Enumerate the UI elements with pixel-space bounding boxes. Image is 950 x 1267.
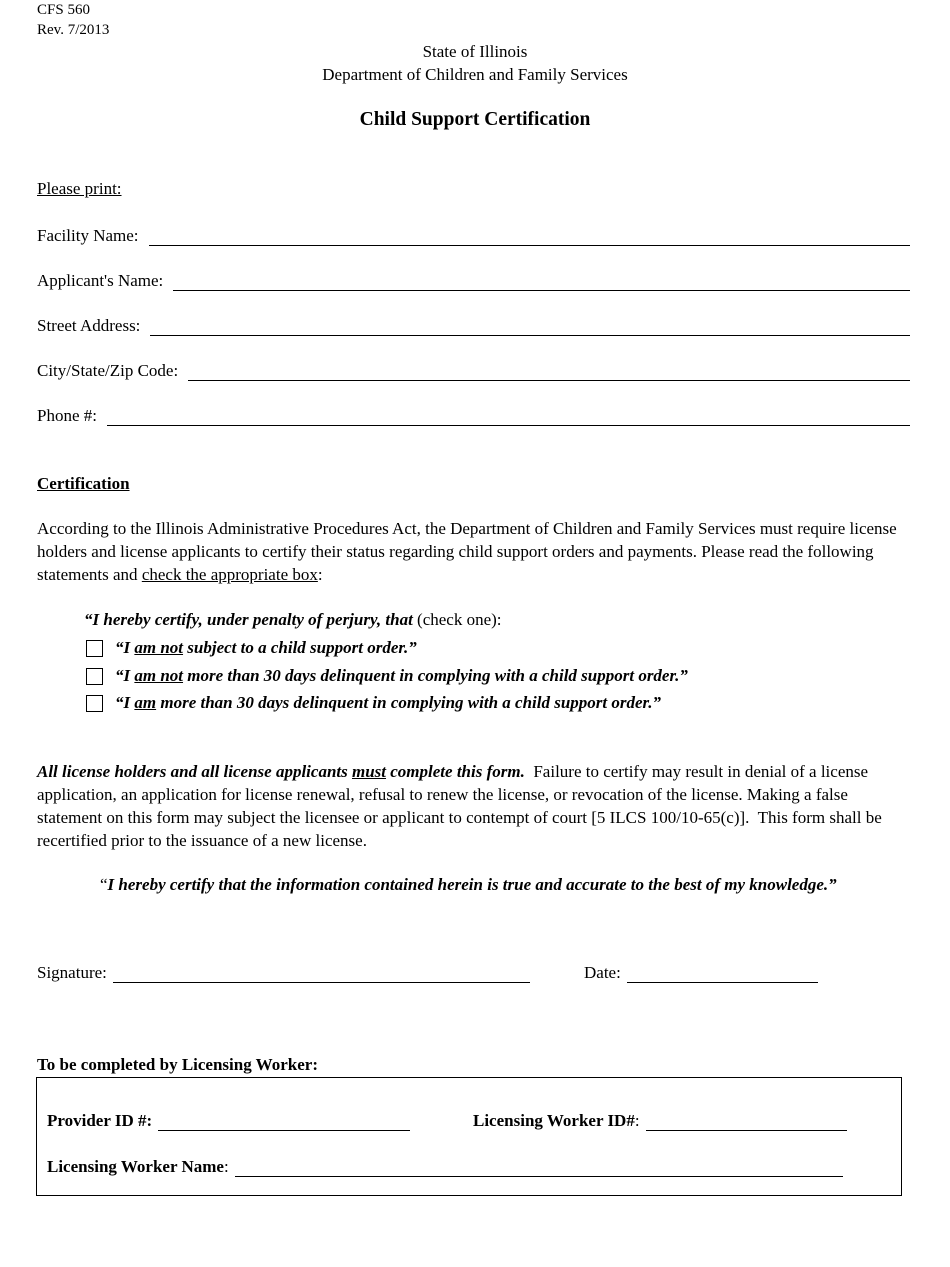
notice-paragraph xyxy=(37,760,912,852)
certification-heading: Certification xyxy=(37,474,130,493)
provider-id-row xyxy=(47,1111,410,1131)
department-name: Department of Children and Family Services xyxy=(322,65,628,84)
date-field[interactable] xyxy=(627,964,818,983)
date-row xyxy=(584,963,818,983)
worker-id-label-group: Licensing Worker ID#: xyxy=(473,1111,640,1130)
applicant-name-label: Applicant's Name: xyxy=(37,271,164,290)
worker-box xyxy=(36,1077,902,1196)
phone-label: Phone #: xyxy=(37,406,97,425)
agency-header xyxy=(0,40,950,86)
form-id-block xyxy=(37,0,109,40)
notice-bold-a: All license holders and all license applicants xyxy=(37,762,352,781)
notice-bold-must: must xyxy=(351,762,387,781)
intro-text: According to the Illinois Administrative Procedures Act, the Department of Children and Family Services must require license holders and license applicants to certify their status regarding child support orders and payments. Please read the following statements and xyxy=(37,519,897,584)
certify-bold: “I hereby certify, under penalty of perjury, that xyxy=(84,610,413,629)
option-not-subject-row xyxy=(86,636,417,660)
attestation-open-quote: “ xyxy=(100,875,108,894)
page-title: Child Support Certification xyxy=(359,109,591,130)
worker-name-row xyxy=(47,1157,843,1177)
worker-id-field[interactable] xyxy=(646,1112,847,1131)
signature-label: Signature: xyxy=(37,963,107,982)
option-delinquent-label: “I am more than 30 days delinquent in complying with a child support order.” xyxy=(115,693,661,712)
worker-id-label: Licensing Worker ID# xyxy=(473,1111,635,1130)
provider-id-field[interactable] xyxy=(158,1112,410,1131)
option-not-delinquent-label: “I am not more than 30 days delinquent in complying with a child support order.” xyxy=(115,666,688,685)
print-instruction: Please print: xyxy=(37,179,122,198)
notice-text: Failure to certify may result in denial of a license application, an application for license renewal, refusal to renew the license, or revocation of the license. Making a false statement on this form may subject the licensee or applicant to contempt of court [5 ILCS 100/10-65(c)]. This form shall be recertified prior to the issuance of a new license. xyxy=(37,762,887,850)
attestation-statement xyxy=(100,873,860,896)
state-name: State of Illinois xyxy=(422,42,528,61)
option-not-subject-label: “I am not subject to a child support order.” xyxy=(115,638,417,657)
certification-intro xyxy=(37,517,912,586)
notice-bold-b: complete this form. xyxy=(386,762,525,781)
worker-name-label-group: Licensing Worker Name: xyxy=(47,1157,229,1176)
street-address-field[interactable] xyxy=(150,317,910,336)
city-state-zip-field[interactable] xyxy=(188,362,910,381)
option-not-subject-checkbox[interactable] xyxy=(86,640,103,657)
intro-end: : xyxy=(317,565,323,584)
worker-name-label: Licensing Worker Name xyxy=(47,1157,224,1176)
facility-name-label: Facility Name: xyxy=(37,226,139,245)
street-address-row xyxy=(37,312,910,336)
option-delinquent-row xyxy=(86,691,661,715)
facility-name-row xyxy=(37,222,910,246)
worker-section-heading: To be completed by Licensing Worker: xyxy=(37,1055,318,1074)
city-state-zip-row xyxy=(37,357,910,381)
applicant-name-row xyxy=(37,267,910,291)
applicant-name-field[interactable] xyxy=(173,272,910,291)
certify-plain: (check one): xyxy=(412,610,502,629)
option-delinquent-checkbox[interactable] xyxy=(86,695,103,712)
city-state-zip-label: City/State/Zip Code: xyxy=(37,361,179,380)
attestation-text: I hereby certify that the information contained herein is true and accurate to the best of my knowledge.” xyxy=(107,875,837,894)
option-not-delinquent-checkbox[interactable] xyxy=(86,668,103,685)
provider-id-label: Provider ID #: xyxy=(47,1111,153,1130)
intro-instruction: check the appropriate box xyxy=(141,565,318,584)
form-number: CFS 560 xyxy=(37,2,90,18)
facility-name-field[interactable] xyxy=(149,227,910,246)
signature-field[interactable] xyxy=(113,964,530,983)
phone-row xyxy=(37,402,910,426)
worker-name-field[interactable] xyxy=(235,1158,843,1177)
phone-field[interactable] xyxy=(107,407,910,426)
worker-id-row xyxy=(473,1111,847,1131)
street-address-label: Street Address: xyxy=(37,316,141,335)
signature-row xyxy=(37,963,530,983)
option-not-delinquent-row xyxy=(86,664,688,688)
date-label: Date: xyxy=(584,963,621,982)
revision-date: Rev. 7/2013 xyxy=(37,22,110,38)
certify-statement xyxy=(84,608,502,631)
